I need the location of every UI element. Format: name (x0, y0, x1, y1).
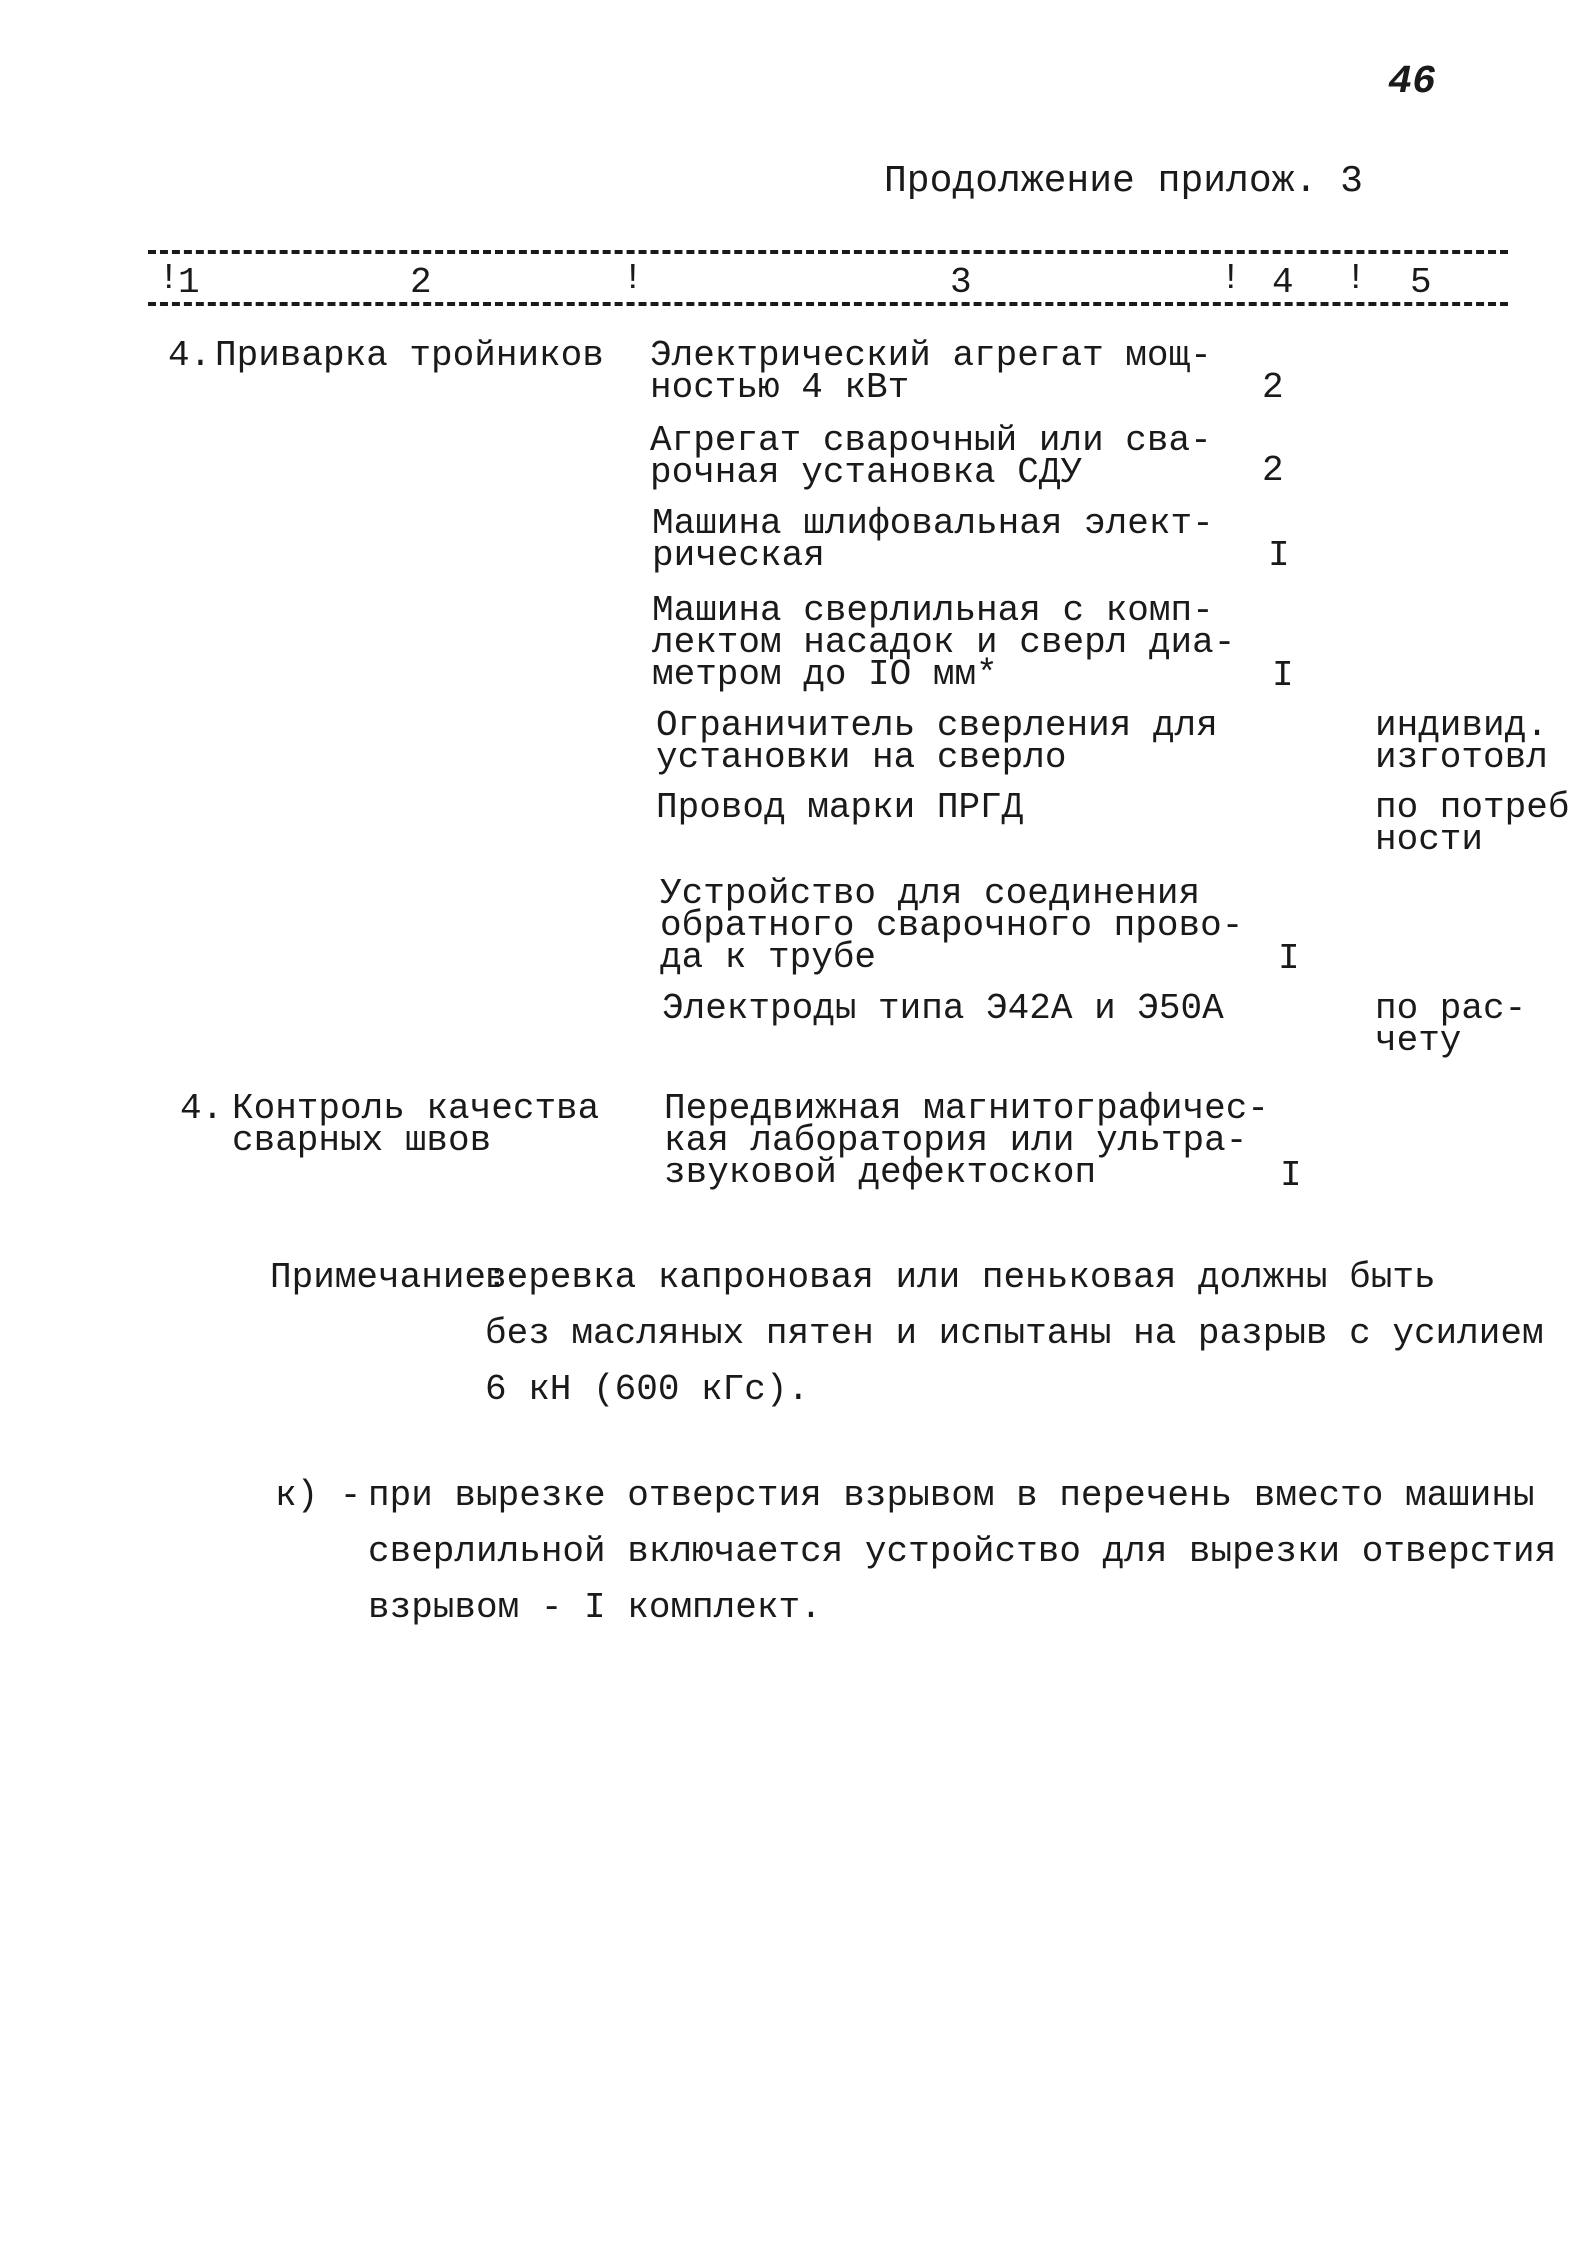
equipment-name: Машина шлифовальная элект- рическая (652, 503, 1214, 576)
table-header-top-rule (148, 250, 1508, 254)
remarks: по потреб ности (1375, 787, 1570, 860)
note-text: веревка капроновая или пеньковая должны быть без масляных пятен и испытаны на разрыв с усилием 6 кН (600 кГс). (485, 1257, 1544, 1410)
footnote-marker: к) - (275, 1475, 362, 1516)
equipment-name: Электрический агрегат мощ- ностью 4 кВт (650, 335, 1212, 408)
page-number: 46 (1388, 60, 1437, 105)
operation-name: Контроль качества сварных швов (232, 1088, 600, 1161)
row-number: 4. (168, 335, 212, 376)
footnote-text: при вырезке отверстия взрывом в перечень вместо машины сверлильной включается устройство для вырезки отверстия взрывом - I комплект. (368, 1475, 1557, 1628)
header-separator: ! (1220, 258, 1242, 299)
quantity: I (1268, 535, 1290, 576)
quantity: 2 (1262, 450, 1284, 491)
header-separator: ! (622, 258, 644, 299)
header-separator: ! (1345, 258, 1367, 299)
remarks: индивид. изготовл (1375, 705, 1548, 778)
column-header-4: 4 (1272, 262, 1294, 303)
table-header-bottom-rule (148, 302, 1508, 306)
equipment-name: Машина сверлильная с комп- лектом насадок и сверл диа- метром до IO мм* (652, 590, 1236, 695)
equipment-name: Агрегат сварочный или сва- рочная установка СДУ (650, 420, 1212, 493)
equipment-name: Провод марки ПРГД (656, 787, 1024, 828)
equipment-name: Передвижная магнитографичес- кая лаборатория или ультра- звуковой дефектоскоп (664, 1088, 1269, 1193)
quantity: I (1278, 938, 1300, 979)
column-header-5: 5 (1410, 262, 1432, 303)
row-number: 4. (180, 1088, 224, 1129)
quantity: I (1272, 655, 1294, 696)
operation-name: Приварка тройников (215, 335, 604, 376)
column-header-3: 3 (950, 262, 972, 303)
equipment-name: Устройство для соединения обратного сварочного прово- да к трубе (660, 873, 1244, 978)
quantity: I (1280, 1155, 1302, 1196)
continuation-caption: Продолжение прилож. 3 (884, 160, 1363, 203)
note-label: Примечание: (270, 1257, 508, 1298)
equipment-name: Ограничитель сверления для установки на сверло (656, 705, 1218, 778)
header-separator: ! (158, 258, 180, 299)
column-header-1: 1 (178, 262, 200, 303)
column-header-2: 2 (410, 262, 432, 303)
equipment-name: Электроды типа Э42А и Э50А (662, 988, 1224, 1029)
quantity: 2 (1262, 367, 1284, 408)
remarks: по рас- чету (1375, 988, 1527, 1061)
